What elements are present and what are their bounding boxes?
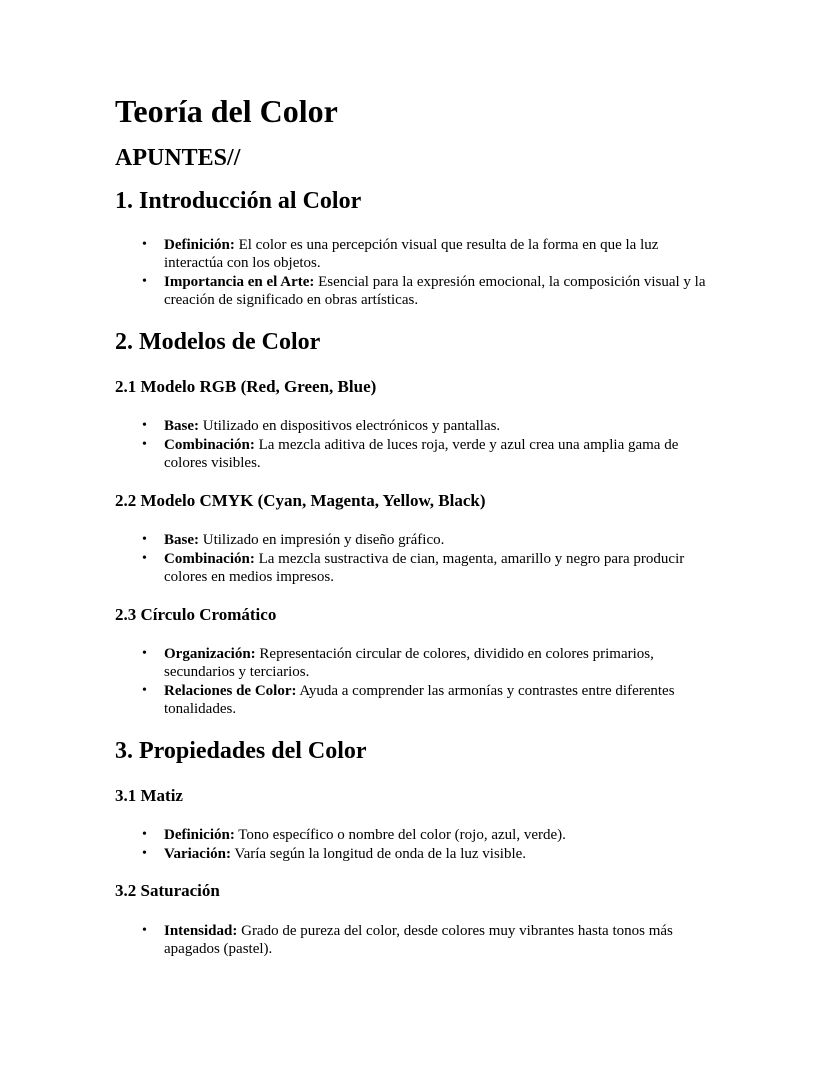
list-item: [164, 236, 718, 273]
item-label: Relaciones de Color:: [164, 682, 297, 699]
list-item: [164, 645, 718, 682]
item-text: El color es una percepción visual que resulta de la forma en que la luz interactúa con los objetos.: [164, 236, 659, 272]
item-text: Esencial para la expresión emocional, la composición visual y la creación de significado en obras artísticas.: [164, 273, 706, 309]
item-text: Tono específico o nombre del color (rojo, azul, verde).: [234, 827, 566, 844]
item-label: Combinación:: [164, 550, 255, 567]
item-text: Varía según la longitud de onda de la luz visible.: [230, 845, 527, 862]
item-text: La mezcla aditiva de luces roja, verde y azul crea una amplia gama de colores visibles.: [164, 436, 679, 472]
list-item: [164, 436, 718, 473]
rgb-list: [115, 417, 718, 473]
list-item: [164, 845, 718, 864]
cmyk-list: [115, 531, 718, 587]
list-item: [164, 682, 718, 719]
section-heading-properties: 3. Propiedades del Color: [115, 737, 367, 764]
item-text: Utilizado en impresión y diseño gráfico.: [199, 532, 445, 549]
list-item: [164, 417, 718, 436]
item-label: Organización:: [164, 645, 256, 662]
item-label: Base:: [164, 532, 199, 549]
intro-list: [115, 236, 718, 310]
hue-list: [115, 826, 718, 863]
item-text: La mezcla sustractiva de cian, magenta, amarillo y negro para producir colores en medios impresos.: [164, 550, 685, 586]
list-item: [164, 550, 718, 587]
section-heading-models: 2. Modelos de Color: [115, 328, 321, 355]
list-item: [164, 922, 718, 959]
color-wheel-list: [115, 645, 718, 719]
item-text: Grado de pureza del color, desde colores muy vibrantes hasta tonos más apagados (pastel).: [164, 922, 673, 958]
subsection-heading-hue: 3.1 Matiz: [115, 785, 183, 805]
item-label: Importancia en el Arte:: [164, 273, 315, 290]
document-title: Teoría del Color: [115, 93, 338, 129]
item-label: Definición:: [164, 827, 235, 844]
subsection-heading-cmyk: 2.2 Modelo CMYK (Cyan, Magenta, Yellow, Black): [115, 490, 486, 510]
item-label: Variación:: [164, 845, 231, 862]
list-item: [164, 826, 718, 845]
item-label: Intensidad:: [164, 922, 238, 939]
subsection-heading-color-wheel: 2.3 Círculo Cromático: [115, 604, 277, 624]
item-text: Representación circular de colores, dividido en colores primarios, secundarios y terciarios.: [164, 645, 654, 681]
list-item: [164, 273, 718, 310]
item-label: Base:: [164, 418, 199, 435]
subsection-heading-saturation: 3.2 Saturación: [115, 881, 220, 901]
list-item: [164, 531, 718, 550]
item-text: Ayuda a comprender las armonías y contrastes entre diferentes tonalidades.: [164, 682, 675, 718]
item-text: Utilizado en dispositivos electrónicos y pantallas.: [199, 418, 501, 435]
item-label: Combinación:: [164, 436, 255, 453]
subsection-heading-rgb: 2.1 Modelo RGB (Red, Green, Blue): [115, 376, 377, 396]
saturation-list: [115, 922, 718, 959]
item-label: Definición:: [164, 236, 235, 253]
section-heading-intro: 1. Introducción al Color: [115, 188, 362, 215]
notes-heading: APUNTES//: [115, 145, 241, 172]
